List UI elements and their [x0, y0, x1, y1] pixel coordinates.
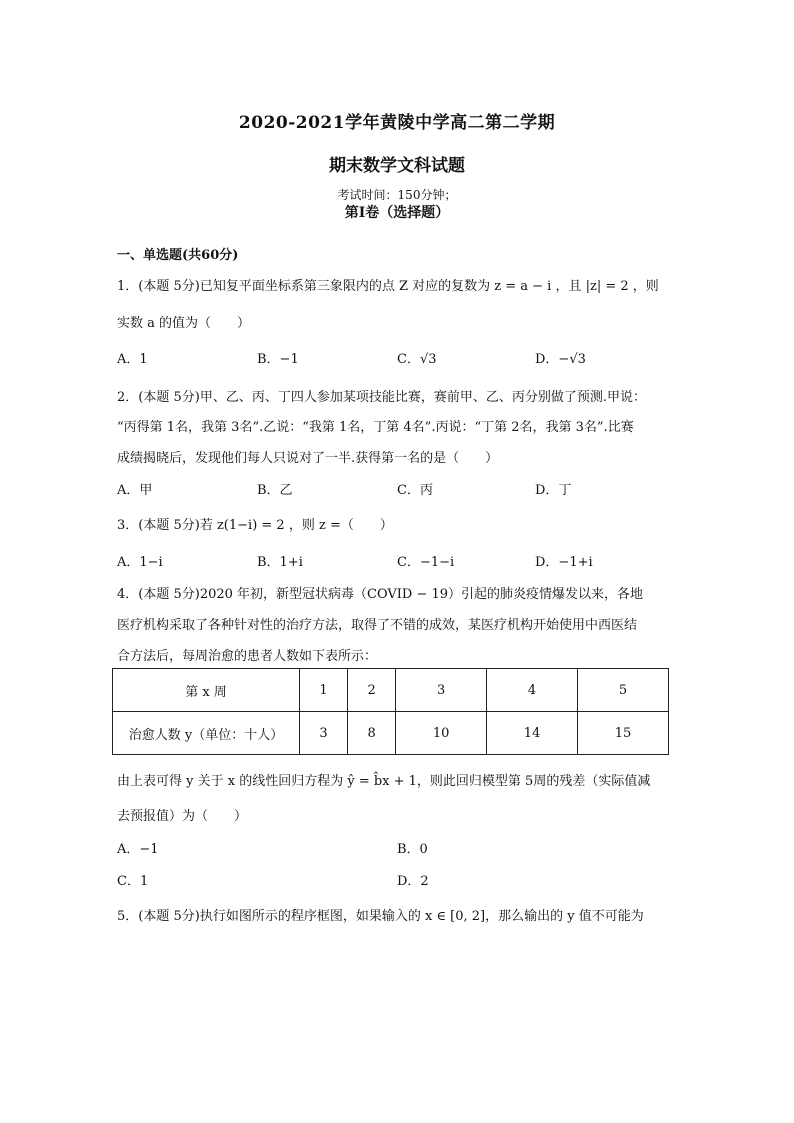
q4-line1: 4．(本题 5分)2020 年初，新型冠状病毒（COVID − 19）引起的肺炎疫情爆发以来，各地 [117, 587, 644, 602]
q2-option-d: D．丁 [535, 483, 572, 498]
section-heading: 一、单选题(共60分) [117, 248, 239, 263]
table-cell: 10 [396, 712, 487, 755]
q2-line1: 2．(本题 5分)甲、乙、丙、丁四人参加某项技能比赛，赛前甲、乙、丙分别做了预测.甲说： [117, 390, 646, 405]
q4-line5: 去预报值）为（ ） [117, 809, 248, 824]
table-cell: 4 [487, 669, 578, 712]
q3-option-b: B．1+i [257, 555, 303, 570]
table-cell: 3 [300, 712, 348, 755]
table-row-label-cured: 治愈人数 y（单位：十人） [113, 712, 300, 755]
q3-option-c: C．−1−i [397, 555, 455, 570]
q4-option-a: A．−1 [117, 842, 159, 857]
q2-option-a: A．甲 [117, 483, 153, 498]
q1-option-c: C．√3 [397, 352, 437, 367]
q4-option-c: C．1 [117, 874, 149, 889]
q4-line2: 医疗机构采取了各种针对性的治疗方法，取得了不错的成效，某医疗机构开始使用中西医结 [117, 618, 638, 633]
table-cell: 5 [578, 669, 669, 712]
q3-option-d: D．−1+i [535, 555, 593, 570]
table-cell: 3 [396, 669, 487, 712]
table-cell: 2 [348, 669, 396, 712]
q4-option-d: D．2 [397, 874, 429, 889]
q2-option-b: B．乙 [257, 483, 293, 498]
q1-option-a: A．1 [117, 352, 148, 367]
table-row [113, 712, 669, 755]
table-row [113, 669, 669, 712]
exam-time: 考试时间：150分钟； [337, 188, 457, 202]
exam-title-line1: 2020-2021学年黄陵中学高二第二学期 [238, 113, 556, 133]
cure-data-table [112, 668, 669, 755]
table-cell: 15 [578, 712, 669, 755]
q3-option-a: A．1−i [117, 555, 163, 570]
q1-line1: 1．(本题 5分)已知复平面坐标系第三象限内的点 Z 对应的复数为 z = a − i ，且 |z| = 2 ，则 [117, 279, 659, 294]
table-row-label-week: 第 x 周 [113, 669, 300, 712]
q5-line1: 5．(本题 5分)执行如图所示的程序框图，如果输入的 x ∈ [0, 2]，那么输出的 y 值不可能为 [117, 909, 644, 924]
q4-line3: 合方法后，每周治愈的患者人数如下表所示： [117, 649, 378, 664]
q2-line2: “丙得第 1名，我第 3名”.乙说：“我第 1名，丁第 4名”.丙说：“丁第 2名，我第 3名”.比赛 [117, 420, 634, 435]
table-cell: 8 [348, 712, 396, 755]
q1-option-b: B．−1 [257, 352, 299, 367]
q1-line2: 实数 a 的值为（ ） [117, 316, 251, 331]
q3-line1: 3．(本题 5分)若 z(1−i) = 2 ，则 z =（ ） [117, 518, 393, 533]
q2-line3: 成绩揭晓后，发现他们每人只说对了一半.获得第一名的是（ ） [117, 451, 499, 466]
table-cell: 14 [487, 712, 578, 755]
table-cell: 1 [300, 669, 348, 712]
volume-heading: 第I卷（选择题） [344, 205, 450, 221]
exam-title-line2: 期末数学文科试题 [329, 156, 465, 176]
q2-option-c: C．丙 [397, 483, 433, 498]
q1-option-d: D．−√3 [535, 352, 586, 367]
q4-option-b: B．0 [397, 842, 428, 857]
q4-line4: 由上表可得 y 关于 x 的线性回归方程为 ŷ = b̂x + 1，则此回归模型第 5周的残差（实际值减 [117, 774, 651, 789]
